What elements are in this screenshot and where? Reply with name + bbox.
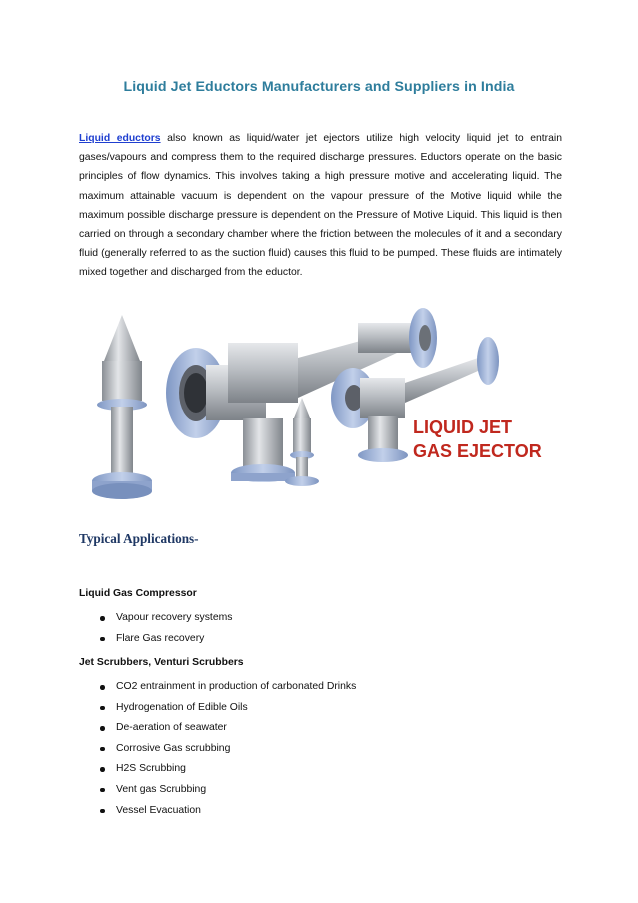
bullet-icon [100, 685, 105, 690]
group-heading-liquid-gas-compressor: Liquid Gas Compressor [79, 588, 197, 599]
bullet-icon [100, 767, 105, 772]
cone-nozzle [92, 315, 152, 499]
list-liquid-gas-compressor [100, 608, 232, 649]
intro-paragraph [79, 129, 562, 283]
applications-heading: Typical Applications- [79, 531, 199, 546]
intro-text: also known as liquid/water jet ejectors utilize high velocity liquid jet to entrain gases/vapours and compress them to the required discharge pressures. Eductors operate on the basic principles of flow dynamics. This involves taking a high pressure motive and accelerating liquid. The maximum attainable vacuum is dependent on the vapour pressure of the Motive liquid while the maximum possible discharge pressure is dependent on the Pressure of Motive Liquid. This liquid is then carried on through a secondary chamber where the friction between the molecules of it and a secondary fluid (generally referred to as the suction fluid) causes this fluid to be pumped. These fluids are intimately mixed together and discharged from the eductor. [79, 133, 562, 279]
bullet-icon [100, 788, 105, 793]
bullet-icon [100, 706, 105, 711]
list-item: Corrosive Gas scrubbing [100, 739, 356, 760]
list-item: CO2 entrainment in production of carbonated Drinks [100, 677, 356, 698]
list-item: Hydrogenation of Edible Oils [100, 698, 356, 719]
ejector-illustration [78, 303, 563, 508]
list-item: Vessel Evacuation [100, 801, 356, 822]
page-title: Liquid Jet Eductors Manufacturers and Suppliers in India [123, 79, 515, 95]
caption-line-2: GAS EJECTOR [413, 441, 542, 461]
bullet-icon [100, 637, 105, 642]
product-image [78, 303, 563, 508]
bullet-icon [100, 809, 105, 814]
caption-line-1: LIQUID JET [413, 417, 513, 437]
list-item: Vapour recovery systems [100, 608, 232, 629]
liquid-eductors-link[interactable]: Liquid eductors [79, 133, 161, 144]
group-heading-jet-scrubbers: Jet Scrubbers, Venturi Scrubbers [79, 657, 244, 668]
list-item: Flare Gas recovery [100, 629, 232, 650]
list-item: H2S Scrubbing [100, 759, 356, 780]
bullet-icon [100, 616, 105, 621]
list-item: De-aeration of seawater [100, 718, 356, 739]
list-item: Vent gas Scrubbing [100, 780, 356, 801]
bullet-icon [100, 726, 105, 731]
image-caption [413, 417, 542, 461]
bullet-icon [100, 747, 105, 752]
list-jet-scrubbers [100, 677, 356, 821]
